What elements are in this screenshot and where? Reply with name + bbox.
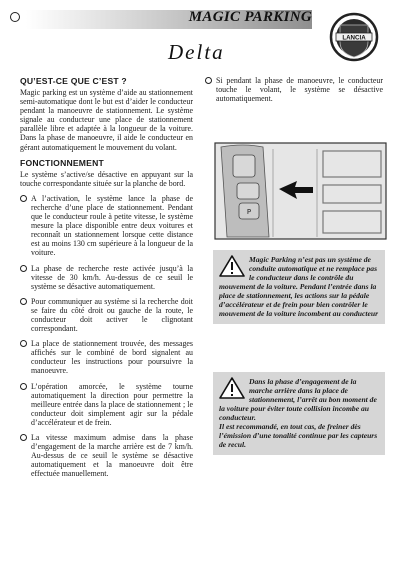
heading-operation: FONCTIONNEMENT	[20, 157, 104, 168]
list-item: La phase de recherche reste activée jusqu’à la vitesse de 30 km/h. Au-dessus de ce seuil le système se désactive automatiquement.	[20, 264, 193, 291]
bullet-ring-icon	[20, 265, 27, 272]
heading-what-is-it: QU’EST-CE QUE C’EST ?	[20, 76, 127, 86]
bullet-ring-icon	[20, 298, 27, 305]
bullet-ring-icon	[20, 340, 27, 347]
dashboard-button-photo	[213, 141, 388, 241]
svg-text:P: P	[246, 208, 252, 216]
operation-paragraph: Le système s’active/se désactive en appuyant sur la touche correspondante située sur la planche de bord.	[20, 169, 193, 188]
list-item: La place de stationnement trouvée, des messages affichés sur le combiné de bord signalent au conducteur les instructions pour poursuivre la manoeuvre.	[20, 339, 193, 375]
binder-hole-icon	[10, 12, 20, 22]
right-column	[205, 76, 383, 109]
list-item: Si pendant la phase de manoeuvre, le conducteur touche le volant, le système se désactive automatiquement.	[205, 76, 383, 103]
warning-text-2b: Il est recommandé, en tout cas, de freiner dès l’émission d’une tonalité continue par les capteurs de recul.	[219, 422, 378, 449]
left-column	[20, 76, 193, 484]
warning-box-2	[213, 372, 385, 455]
list-item: L’opération amorcée, le système tourne automatiquement la direction pour permettre la meilleure entrée dans la place de stationnement ; le conducteur doit simplement agir sur la pédale d’accélérateur et de frein.	[20, 382, 193, 427]
bullet-ring-icon	[20, 434, 27, 441]
bullet-ring-icon	[20, 383, 27, 390]
bullet-ring-icon	[20, 195, 27, 202]
warning-triangle-icon	[219, 255, 245, 277]
list-item: La vitesse maximum admise dans la phase d’engagement de la marche arrière est de 7 km/h. Au-dessus de ce seuil le système se désactive automatiquement et la manoeuvre doit être effectuée manuellement.	[20, 433, 193, 478]
intro-paragraph: Magic parking est un système d’aide au stationnement semi-automatique dont le but est d’aider le conducteur pendant la manoeuvre de stationnement. Le système signale au conducteur une place de stationnement parallèle libre et adaptée à la longueur de la voiture. Dans la phase de manoeuvre, il aide le conducteur en gérant automatiquement le mouvement du volant.	[20, 88, 193, 152]
svg-text:LANCIA: LANCIA	[342, 34, 366, 42]
delta-script-logo: Delta	[168, 40, 225, 64]
warning-text-2a: Dans la phase d’engagement de la marche arrière dans la place de stationnement, l’arrêt au bon moment de la voiture pour éviter toute collision incombe au conducteur.	[219, 377, 377, 422]
warning-text-1: Magic Parking n’est pas un système de conduite automatique et ne remplace pas le conducteur dans le contrôle du mouvement de la voiture. Pendant l’entrée dans la place de stationnement, les actions sur la pédale d’accélérateur et de frein pour bien contrôler le mouvement de la voiture incombent au conducteur	[219, 255, 379, 318]
list-item: Pour communiquer au système si la recherche doit se faire du côté droit ou gauche de la route, le conducteur doit activer le clignotant correspondant.	[20, 297, 193, 333]
warning-box-1	[213, 250, 385, 324]
lancia-logo	[329, 12, 379, 62]
bullet-ring-icon	[205, 77, 212, 84]
warning-triangle-icon	[219, 377, 245, 399]
list-item: A l’activation, le système lance la phase de recherche d’une place de stationnement. Pendant que le conducteur roule à petite vitesse, le système mesure la place disponible entre deux voitures et reconnaît un stationnement lorsque cette distance est au moins 130 cm supérieure à la longueur de la voiture.	[20, 194, 193, 258]
page-title: MAGIC PARKING	[188, 9, 312, 25]
